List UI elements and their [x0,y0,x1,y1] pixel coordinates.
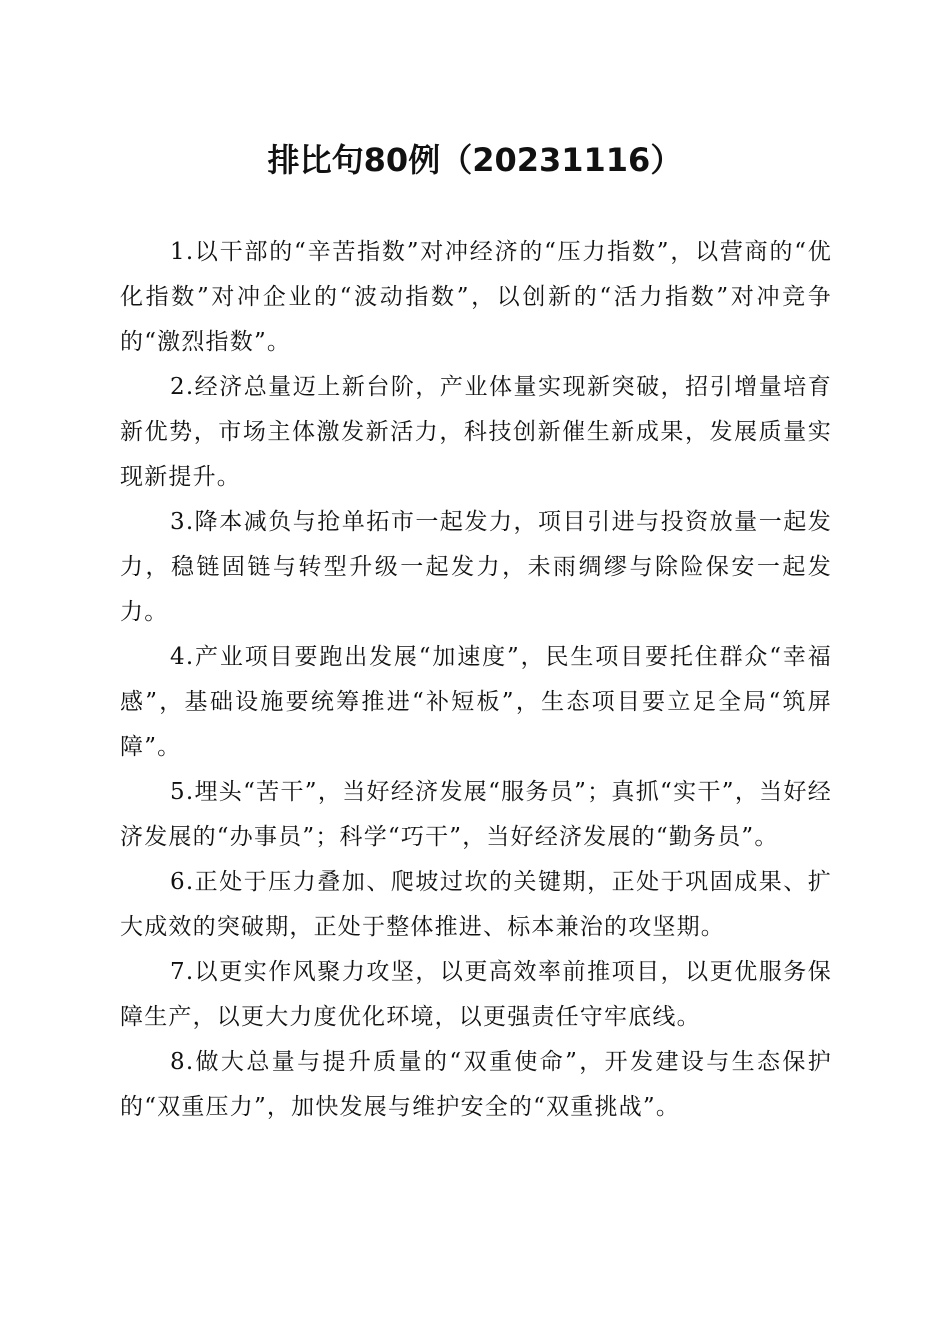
paragraph-6: 6.正处于压力叠加、爬坡过坎的关键期，正处于巩固成果、扩大成效的突破期，正处于整体推进、标本兼治的攻坚期。 [120,869,832,940]
document-body [120,230,832,1130]
paragraph-8: 8.做大总量与提升质量的“双重使命”，开发建设与生态保护的“双重压力”，加快发展与维护安全的“双重挑战”。 [120,1049,832,1120]
paragraph-1: 1.以干部的“辛苦指数”对冲经济的“压力指数”，以营商的“优化指数”对冲企业的“波动指数”，以创新的“活力指数”对冲竞争的“激烈指数”。 [120,239,832,355]
document-title: 排比句80例（20231116） [267,141,683,179]
paragraph-7: 7.以更实作风聚力攻坚，以更高效率前推项目，以更优服务保障生产，以更大力度优化环境，以更强责任守牢底线。 [120,959,832,1030]
paragraph-2: 2.经济总量迈上新台阶，产业体量实现新突破，招引增量培育新优势，市场主体激发新活力，科技创新催生新成果，发展质量实现新提升。 [120,374,832,490]
paragraph-3: 3.降本减负与抢单拓市一起发力，项目引进与投资放量一起发力，稳链固链与转型升级一起发力，未雨绸缪与除险保安一起发力。 [120,509,832,625]
paragraph-5: 5.埋头“苦干”，当好经济发展“服务员”；真抓“实干”，当好经济发展的“办事员”；科学“巧干”，当好经济发展的“勤务员”。 [120,779,832,850]
paragraph-4: 4.产业项目要跑出发展“加速度”，民生项目要托住群众“幸福感”，基础设施要统筹推进“补短板”，生态项目要立足全局“筑屏障”。 [120,644,832,760]
